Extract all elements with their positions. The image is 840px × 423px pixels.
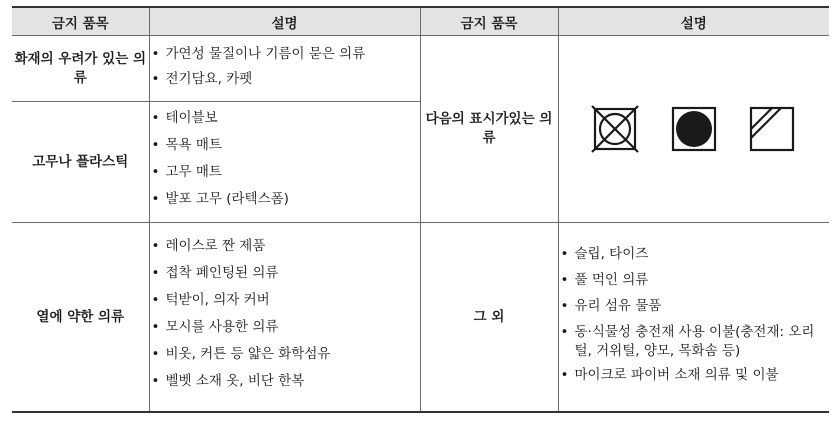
category-heat-sensitive: 열에 약한 의류: [12, 223, 149, 413]
heat-sensitive-list: [150, 237, 420, 391]
list-item: • 전기담요, 카펫: [150, 70, 420, 89]
care-label-symbols: [558, 36, 829, 223]
list-item: • 턱받이, 의자 커버: [150, 291, 420, 310]
fire-risk-list: [150, 45, 420, 89]
description-others: [558, 223, 829, 413]
list-item: • 슬립, 타이즈: [559, 245, 830, 264]
list-item: • 벨벳 소재 옷, 비단 한복: [150, 372, 420, 391]
list-item: • 레이스로 짠 제품: [150, 237, 420, 256]
header-description-1: 설명: [149, 7, 420, 36]
tumble-dry-prohibited-icon: [591, 105, 639, 153]
list-item: • 가연성 물질이나 기름이 묻은 의류: [150, 45, 420, 64]
row-fire-risk: [12, 36, 829, 102]
others-list: [559, 245, 830, 385]
list-item: • 접착 페인팅된 의류: [150, 264, 420, 283]
list-item: • 목욕 매트: [150, 136, 420, 155]
category-fire-risk: 화재의 우려가 있는 의류: [12, 36, 149, 102]
header-prohibited-item-2: 금지 품목: [420, 7, 558, 36]
category-rubber-plastic: 고무나 플라스틱: [12, 102, 149, 223]
list-item: • 발포 고무 (라텍스폼): [150, 190, 420, 209]
list-item: • 고무 매트: [150, 163, 420, 182]
header-row: [12, 7, 829, 36]
header-description-2: 설명: [558, 7, 829, 36]
description-rubber-plastic: [149, 102, 420, 223]
list-item: • 테이블보: [150, 109, 420, 128]
list-item: • 비옷, 커튼 등 얇은 화학섬유: [150, 345, 420, 364]
category-others: 그 외: [420, 223, 558, 413]
description-heat-sensitive: [149, 223, 420, 413]
list-item: • 유리 섬유 물품: [559, 297, 830, 316]
list-item: • 동·식물성 충전재 사용 이불(충전재: 오리털, 거위털, 양모, 목화솜 등): [559, 323, 830, 361]
header-prohibited-item-1: 금지 품목: [12, 7, 149, 36]
row-heat-sensitive: [12, 223, 829, 413]
list-item: • 마이크로 파이버 소재 의류 및 이불: [559, 366, 830, 385]
list-item: • 모시를 사용한 의류: [150, 318, 420, 337]
rubber-plastic-list: [150, 109, 420, 209]
prohibited-items-table: [12, 6, 829, 413]
description-fire-risk: [149, 36, 420, 102]
list-item: • 풀 먹인 의류: [559, 271, 830, 290]
line-dry-in-shade-icon: [748, 105, 796, 153]
dry-heavy-dot-icon: [670, 105, 718, 153]
category-care-label: 다음의 표시가있는 의류: [420, 36, 558, 223]
